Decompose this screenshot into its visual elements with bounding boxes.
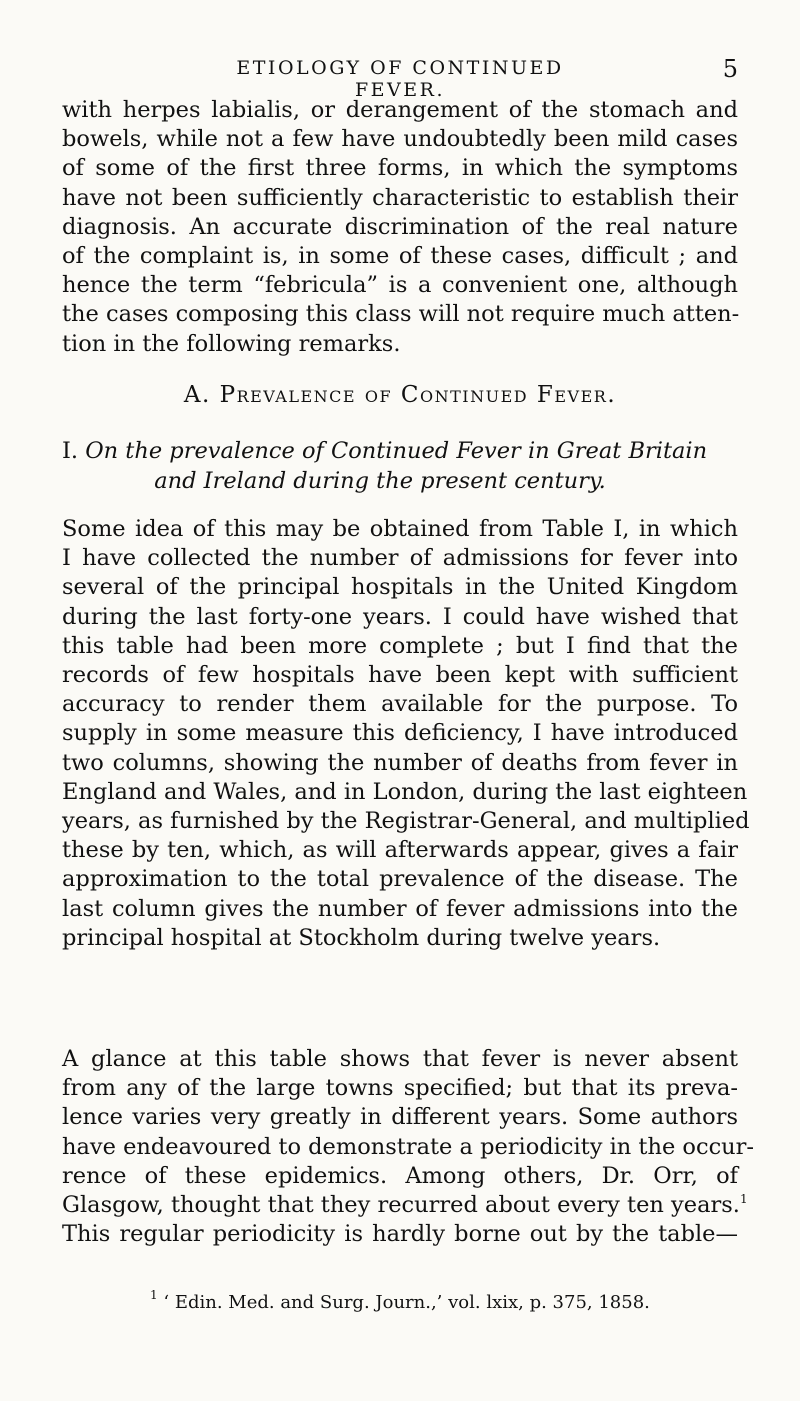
text-line: of the complaint is, in some of these cases, difficult ; and [62,243,738,270]
text-line: lence varies very greatly in different years. Some authors [62,1104,738,1131]
running-title: ETIOLOGY OF CONTINUED FEVER. [236,57,564,101]
text-line: This regular periodicity is hardly borne out by the table— [62,1221,738,1248]
text-line: have not been sufficiently characteristic to establish their [62,184,738,211]
page-number: 5 [722,55,738,83]
section-heading [62,382,738,408]
text-line: diagnosis. An accurate discrimination of the real nature [62,213,738,240]
paragraph-periodicity [62,1045,755,1249]
text-line: accuracy to render them available for the purpose. To [62,691,738,718]
text-line: supply in some measure this deficiency, I have introduced [62,720,738,747]
paragraph-febricula [62,96,738,359]
subheading-number: I. [62,438,79,464]
text-line: with herpes labialis, or derangement of the stomach and [62,97,738,123]
subheading-line-1 [62,436,738,466]
text-line: several of the principal hospitals in the United Kingdom [62,574,738,601]
text-line: of some of the first three forms, in which the symptoms [62,155,738,182]
subheading [62,436,738,496]
text-line: the cases composing this class will not require much atten- [62,301,740,328]
text-line: records of few hospitals have been kept with sufficient [62,662,738,689]
section-title: Prevalence of Continued Fever. [219,382,617,408]
section-letter: A. [183,382,220,408]
text-line: I have collected the number of admissions for fever into [62,545,738,572]
text-line: bowels, while not a few have undoubtedly been mild cases [62,126,738,153]
running-head [0,55,800,101]
text-line: rence of these epidemics. Among others, Dr. Orr, of [62,1162,738,1189]
footnote [150,1288,750,1313]
text-line: tion in the following remarks. [62,330,401,357]
text-line: last column gives the number of fever admissions into the [62,895,738,922]
text-line: principal hospital at Stockholm during twelve years. [62,924,661,951]
text-line: England and Wales, and in London, during the last eighteen [62,778,748,805]
text-line: Some idea of this may be obtained from Table I, in which [62,516,738,542]
text-line: this table had been more complete ; but I find that the [62,632,738,659]
text-line: two columns, showing the number of deaths from fever in [62,749,738,776]
text-line: during the last forty-one years. I could have wished that [62,603,738,630]
text-line: years, as furnished by the Registrar-General, and multiplied [62,808,750,835]
text-line: hence the term “febricula” is a convenient one, although [62,272,738,299]
subheading-line-2: and Ireland during the present century. [154,468,606,494]
text-line: Glasgow, thought that they recurred about every ten years. [62,1192,740,1219]
text-line: from any of the large towns specified; but that its preva- [62,1075,738,1102]
text-line: these by ten, which, as will afterwards appear, gives a fair [62,837,738,864]
subheading-title-1: On the prevalence of Continued Fever in Great Britain [85,438,708,464]
text-line-with-footnote [62,1191,748,1220]
footnote-text: ‘ Edin. Med. and Surg. Journ.,’ vol. lxix, p. 375, 1858. [163,1292,650,1313]
paragraph-table-intro [62,515,750,953]
footnote-reference: 1 [739,1192,748,1207]
footnote-marker: 1 [150,1288,158,1302]
text-line: have endeavoured to demonstrate a periodicity in the occur- [62,1133,755,1160]
text-line: approximation to the total prevalence of the disease. The [62,866,738,893]
text-line: A glance at this table shows that fever is never absent [62,1046,738,1072]
